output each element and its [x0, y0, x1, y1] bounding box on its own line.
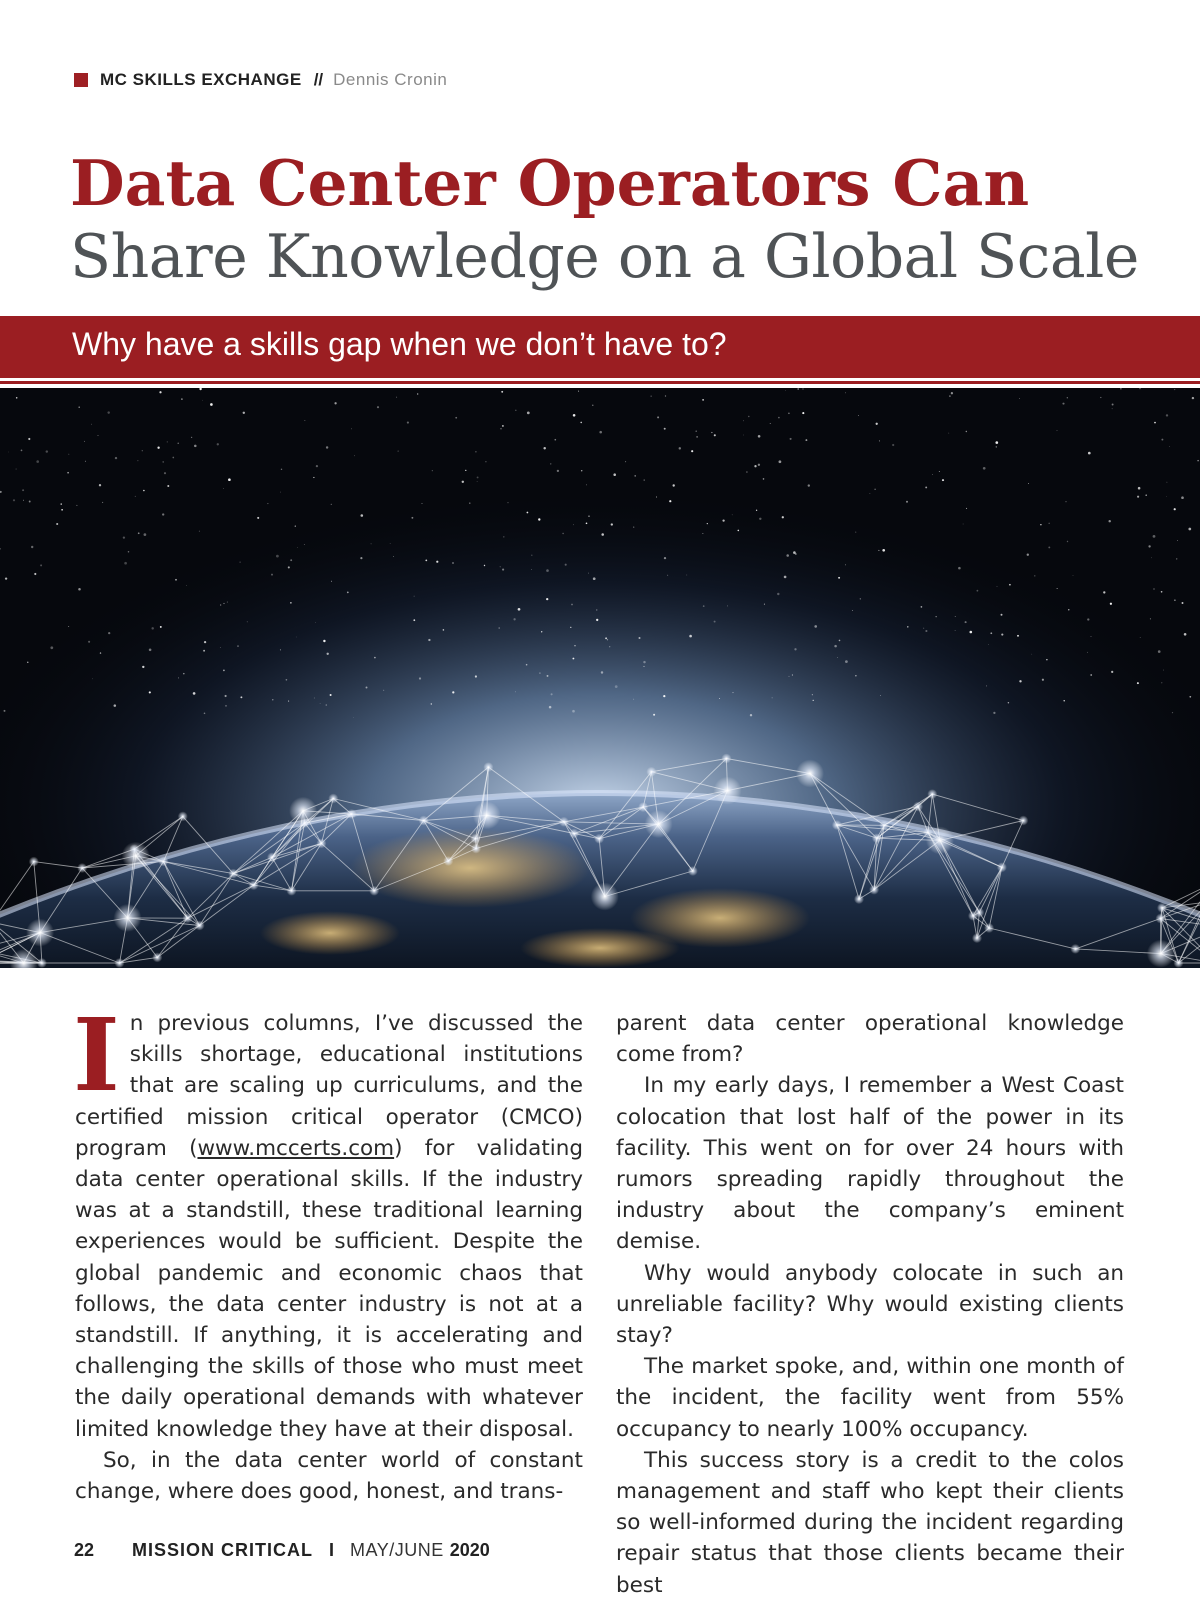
body-paragraph — [73, 996, 584, 1445]
section-marker-square — [74, 73, 88, 87]
page-number: 22 — [74, 1540, 95, 1560]
section-name: MC SKILLS EXCHANGE — [100, 70, 302, 89]
deck-banner — [0, 316, 1200, 381]
paragraph-text: ) for validating data center operational skills. If the industry was at a standstill, these traditional learning experiences would be sufficient. Despite the global pandemic and economic chaos that follows, the data center industry is not at a standstill. If anything, it is accelerating and challenging the skills of those who must meet the daily operational demands with whatever limited knowledge they have at their disposal. — [75, 1135, 584, 1442]
hero-image-globe-network — [0, 388, 1200, 968]
magazine-name: MISSION CRITICAL — [132, 1540, 314, 1560]
body-paragraph: Why would anybody colocate in such an unreliable facility? Why would existing clients stay? — [616, 1260, 1124, 1349]
footer-divider: I — [329, 1540, 335, 1560]
body-paragraph: In my early days, I remember a West Coast colocation that lost half of the power in its facility. This went on for over 24 hours with rumors spreading rapidly throughout the industry about the company’s eminent demise. — [616, 1073, 1124, 1255]
section-separator: // — [313, 70, 324, 89]
section-tag — [74, 70, 447, 90]
body-column-left — [73, 996, 584, 1507]
mccerts-link[interactable]: www.mccerts.com — [197, 1135, 395, 1161]
author-byline: Dennis Cronin — [333, 70, 448, 89]
body-paragraph: parent data center operational knowledge come from? — [616, 1011, 1124, 1068]
body-column-right — [616, 1008, 1124, 1601]
article-subheadline: Share Knowledge on a Global Scale — [70, 222, 1139, 292]
paragraph-text: n previous columns, I’ve discussed the skills shortage, educational institutions that are scaling up curriculums, and the certified mission critical operator (CMCO) program ( — [75, 1011, 583, 1161]
body-paragraph: This success story is a credit to the colos management and staff who kept their clients so well-informed during the incident regarding repair status that those clients became their best — [616, 1447, 1124, 1598]
drop-cap: I — [73, 996, 120, 1114]
body-paragraph: The market spoke, and, within one month of the incident, the facility went from 55% occupancy to nearly 100% occupancy. — [616, 1354, 1124, 1442]
issue-year: 2020 — [449, 1540, 490, 1560]
body-paragraph: So, in the data center world of constant change, where does good, honest, and trans- — [75, 1447, 583, 1505]
page-footer — [74, 1540, 490, 1561]
issue-date: MAY/JUNE — [350, 1540, 444, 1560]
article-headline: Data Center Operators Can — [70, 146, 1030, 220]
article-deck: Why have a skills gap when we don’t have to? — [72, 326, 727, 362]
